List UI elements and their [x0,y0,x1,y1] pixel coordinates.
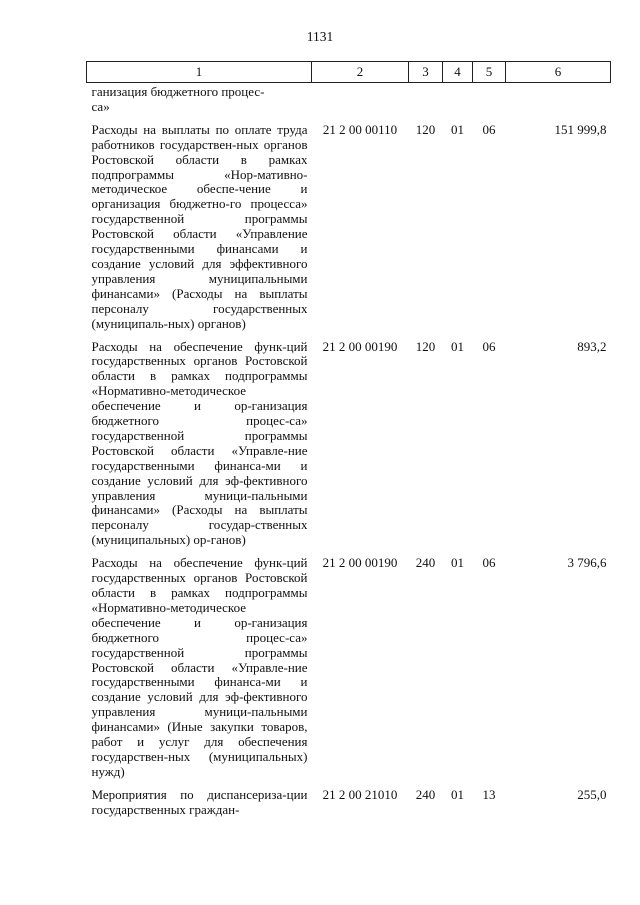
table-row [87,123,611,332]
column-header-3: 3 [409,62,443,83]
table-row [87,556,611,780]
budget-table [86,61,611,818]
amount: 151 999,8 [554,121,607,137]
expense-name: Расходы на обеспечение функ-ций государственных органов Ростовской области в рамках подпрограммы «Нормативно-методическое обеспечение и ор-ганизация бюджетного процес-са» государственной программы Ростовской области «Управле-ние государственными финанса-ми и создание условий для эф-фективного управления муници-пальными финансами» (Расходы на выплаты персоналу государ-ственных (муниципальных) ор-ганов) [91,338,308,548]
column-header-4: 4 [443,62,473,83]
expense-type-code: 120 [415,338,436,354]
column-header-1: 1 [87,62,312,83]
column-header-2: 2 [312,62,409,83]
continuation-text: ганизация бюджетного процес- са» [91,84,265,114]
table-row [87,788,611,818]
expense-name: Мероприятия по диспансериза-ции государственных граждан- [91,786,308,817]
section-code: 01 [451,786,464,802]
subsection-code: 06 [482,555,496,571]
table-row [87,340,611,549]
table-body [87,83,611,818]
table-header-row [87,62,611,83]
amount: 893,2 [577,338,607,354]
subsection-code: 13 [482,786,496,802]
expense-type-code: 120 [415,121,436,137]
target-article-code: 21 2 00 00190 [322,338,398,354]
target-article-code: 21 2 00 00190 [322,555,398,571]
page-number: 1131 [306,29,334,44]
amount: 3 796,6 [567,555,607,571]
expense-type-code: 240 [415,786,436,802]
expense-name: Расходы на обеспечение функ-ций государственных органов Ростовской области в рамках подпрограммы «Нормативно-методическое обеспечение и ор-ганизация бюджетного процес-са» государственной программы Ростовской области «Управле-ние государственными финанса-ми и создание условий для эф-фективного управления муници-пальными финансами» (Иные закупки товаров, работ и услуг для обеспечения государствен-ных (муниципальных) нужд) [91,555,308,779]
subsection-code: 06 [482,338,496,354]
expense-type-code: 240 [415,555,436,571]
expense-name: Расходы на выплаты по оплате труда работников государствен-ных органов Ростовской области в рамках подпрограммы «Нор-мативно-методическое обеспе-чение и организация бюджетно-го процесса» государственной программы Ростовской области «Управление государственными финансами и создание условий для эффективного управления муниципальными финансами» (Расходы на выплаты персоналу государственных (муниципаль-ных) органов) [91,121,308,331]
section-code: 01 [451,338,464,354]
section-code: 01 [451,555,464,571]
amount: 255,0 [577,786,607,802]
subsection-code: 06 [482,121,496,137]
column-header-6: 6 [506,62,611,83]
continuation-row [87,83,611,115]
column-header-5: 5 [473,62,506,83]
target-article-code: 21 2 00 00110 [322,121,398,137]
target-article-code: 21 2 00 21010 [322,786,398,802]
section-code: 01 [451,121,464,137]
